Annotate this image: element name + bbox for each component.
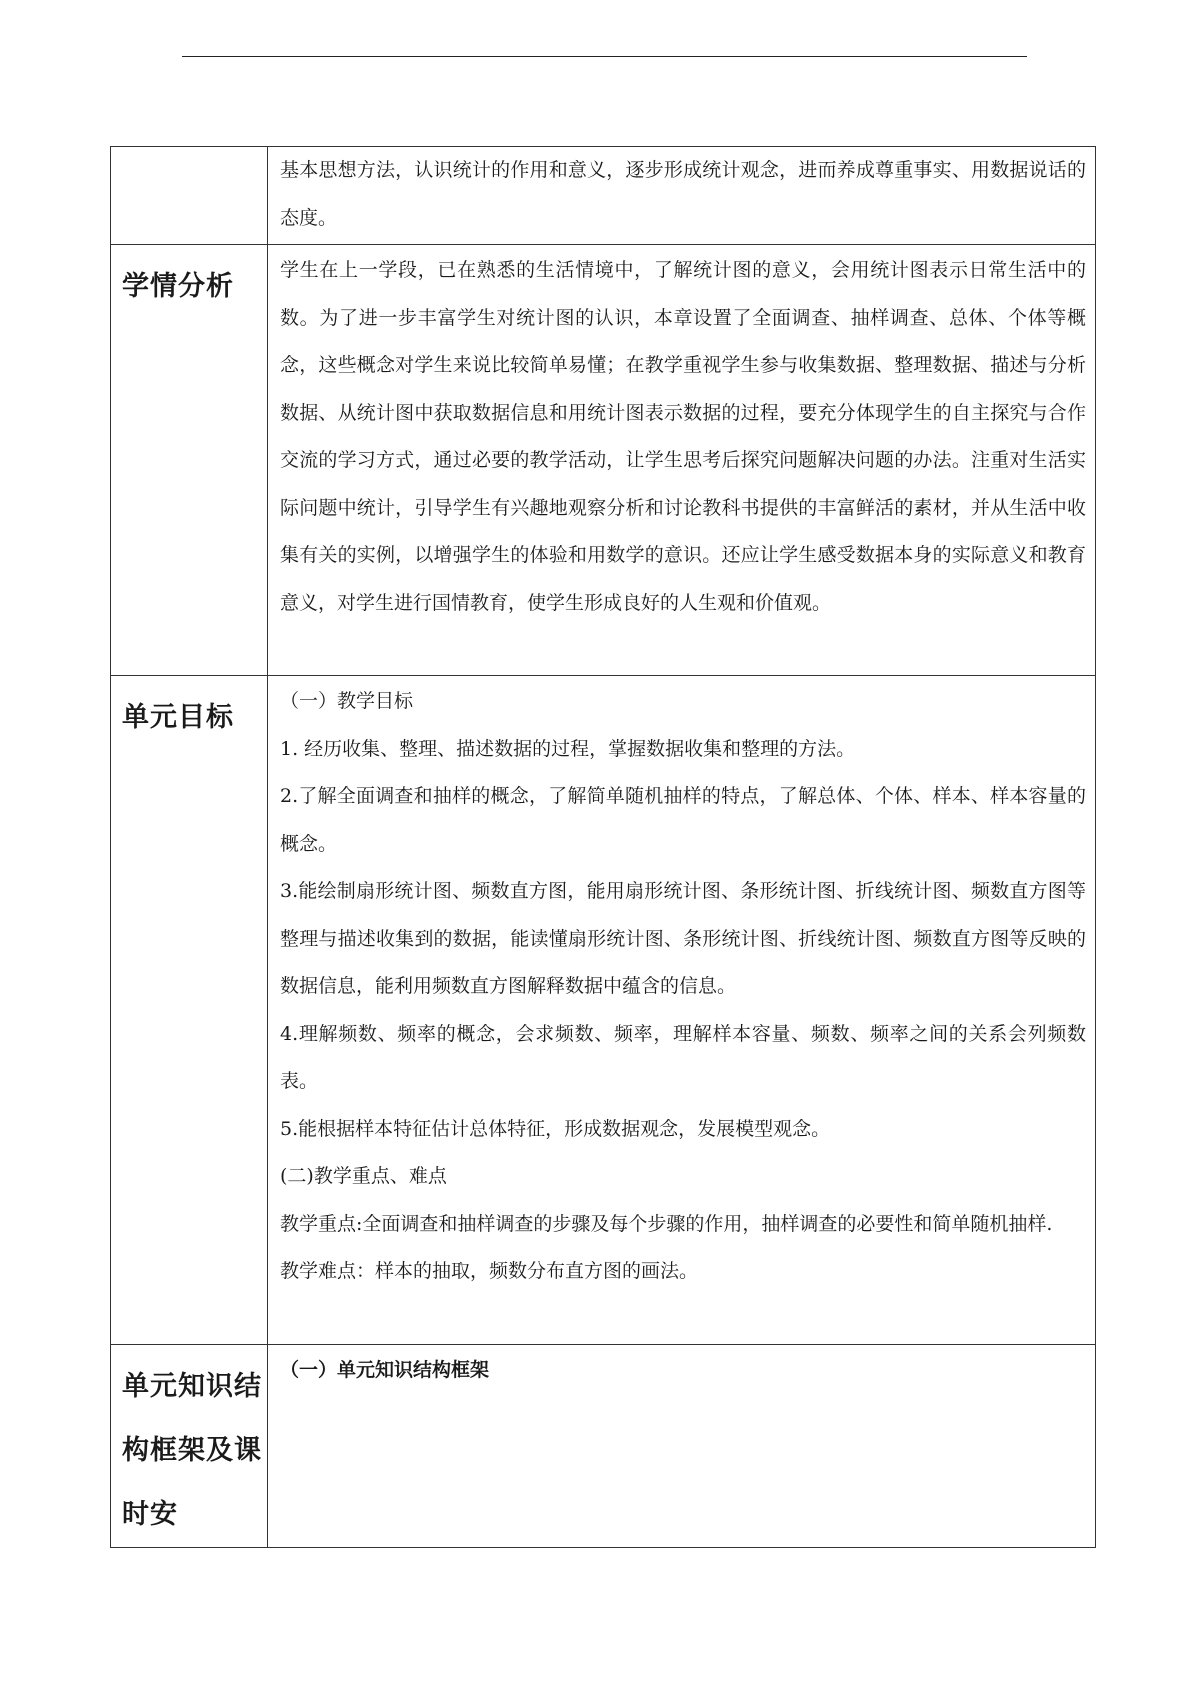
header-rule (182, 56, 1027, 57)
goal-item-4: 4.理解频数、频率的概念，会求频数、频率，理解样本容量、频数、频率之间的关系会列频数表。 (280, 1022, 1086, 1092)
goals-heading-1: （一）教学目标 (280, 690, 414, 712)
unit-goals-content (268, 676, 1096, 1345)
row-label-learning-analysis: 学情分析 (111, 245, 268, 676)
lesson-plan-table (110, 146, 1096, 1548)
goal-item-5: 5.能根据样本特征估计总体特征，形成数据观念，发展模型观念。 (280, 1117, 831, 1140)
continuation-paragraph: 基本思想方法，认识统计的作用和意义，逐步形成统计观念，进而养成尊重事实、用数据说话的态度。 (280, 159, 1086, 229)
goal-item-3: 3.能绘制扇形统计图、频数直方图，能用扇形统计图、条形统计图、折线统计图、频数直方图等整理与描述收集到的数据，能读懂扇形统计图、条形统计图、折线统计图、频数直方图等反映的数据信息，能利用频数直方图解释数据中蕴含的信息。 (280, 880, 1086, 997)
row-label-empty (111, 147, 268, 245)
goals-heading-2: (二)教学重点、难点 (280, 1165, 447, 1187)
goal-item-1: 1. 经历收集、整理、描述数据的过程，掌握数据收集和整理的方法。 (280, 737, 856, 760)
difficult-points: 教学难点：样本的抽取，频数分布直方图的画法。 (280, 1260, 699, 1282)
goal-item-2: 2.了解全面调查和抽样的概念，了解简单随机抽样的特点，了解总体、个体、样本、样本容量的概念。 (280, 785, 1086, 855)
learning-analysis-content (268, 245, 1096, 676)
learning-analysis-paragraph: 学生在上一学段，已在熟悉的生活情境中，了解统计图的意义，会用统计图表示日常生活中的数。为了进一步丰富学生对统计图的认识，本章设置了全面调查、抽样调查、总体、个体等概念，这些概念对学生来说比较简单易懂；在教学重视学生参与收集数据、整理数据、描述与分析数据、从统计图中获取数据信息和用统计图表示数据的过程，要充分体现学生的自主探究与合作交流的学习方式，通过必要的教学活动，让学生思考后探究问题解决问题的办法。注重对生活实际问题中统计，引导学生有兴趣地观察分析和讨论教科书提供的丰富鲜活的素材，并从生活中收集有关的实例，以增强学生的体验和用数学的意识。还应让学生感受数据本身的实际意义和教育意义，对学生进行国情教育，使学生形成良好的人生观和价值观。 (280, 259, 1086, 614)
structure-heading: （一）单元知识结构框架 (280, 1359, 490, 1381)
table-row-structure (111, 1345, 1096, 1548)
table-row-learning-analysis (111, 245, 1096, 676)
table-row-continuation (111, 147, 1096, 245)
row-label-structure: 单元知识结构框架及课时安 (111, 1345, 268, 1548)
structure-content (268, 1345, 1096, 1548)
table-row-unit-goals (111, 676, 1096, 1345)
row-label-unit-goals: 单元目标 (111, 676, 268, 1345)
continuation-content (268, 147, 1096, 245)
key-points: 教学重点:全面调查和抽样调查的步骤及每个步骤的作用，抽样调查的必要性和简单随机抽样. (280, 1212, 1053, 1235)
